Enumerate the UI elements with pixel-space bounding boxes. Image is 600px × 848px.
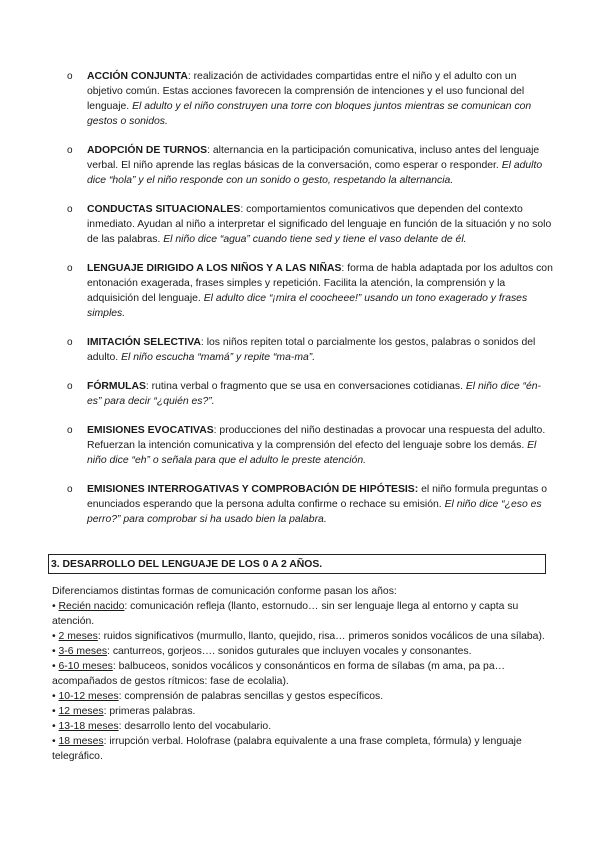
stage-desc: : irrupción verbal. Holofrase (palabra equivalente a una frase completa, fórmula) y lenguaje telegráfico. — [52, 736, 522, 762]
bullet-icon: o — [67, 425, 73, 436]
stage-desc: : primeras palabras. — [103, 706, 196, 717]
bullet-icon: o — [67, 145, 73, 156]
term-item — [0, 423, 600, 468]
stage-item: • 6-10 meses: balbuceos, sonidos vocálicos y consonánticos en forma de sílabas (m ama, pa pa… acompañados de gestos rítmicos: fase de ecolalia). — [52, 661, 505, 687]
term-title: ACCIÓN CONJUNTA — [87, 71, 188, 82]
term-text: : realización de actividades compartidas entre el niño y el adulto con un objetivo común. Estas acciones favorecen la comprensión de intenciones y el uso funcional del lenguaje. — [87, 71, 525, 112]
bullet-icon: o — [67, 381, 73, 392]
term-item — [0, 482, 600, 527]
term-example: El niño escucha “mamá” y repite “ma-ma”. — [121, 352, 316, 363]
term-text: el niño formula preguntas o enunciados esperando que la persona adulta confirme o rechace su emisión. — [87, 484, 548, 510]
bullet-icon: o — [67, 263, 73, 274]
stage-desc: : comprensión de palabras sencillas y gestos específicos. — [118, 691, 384, 702]
stage-item: • 10-12 meses: comprensión de palabras sencillas y gestos específicos. — [52, 691, 384, 702]
stage-age: Recién nacido — [58, 601, 125, 612]
stage-desc: : ruidos significativos (murmullo, llanto, quejido, risa… primeros sonidos vocálicos de una sílaba). — [97, 631, 545, 642]
stage-desc: : balbuceos, sonidos vocálicos y consonánticos en forma de sílabas (m ama, pa pa… acompañados de gestos rítmicos: fase de ecolalia). — [52, 661, 505, 687]
term-example: El niño dice “agua” cuando tiene sed y tiene el vaso delante de él. — [163, 234, 467, 245]
term-title: CONDUCTAS SITUACIONALES — [87, 204, 241, 215]
bullet-icon: o — [67, 484, 73, 495]
stage-desc: : comunicación refleja (llanto, estornudo… sin ser lenguaje llega al entorno y capta su atención. — [52, 601, 519, 627]
term-item — [0, 202, 600, 247]
stage-item: • 12 meses: primeras palabras. — [52, 706, 196, 717]
stage-item: • 2 meses: ruidos significativos (murmullo, llanto, quejido, risa… primeros sonidos vocálicos de una sílaba). — [52, 631, 545, 642]
term-item — [0, 335, 600, 365]
stage-item: • Recién nacido: comunicación refleja (llanto, estornudo… sin ser lenguaje llega al entorno y capta su atención. — [52, 601, 519, 627]
term-title: FÓRMULAS — [87, 381, 146, 392]
term-item — [0, 379, 600, 409]
term-text: : forma de habla adaptada por los adultos con entonación exagerada, frases simples y repetición. Facilita la atención, la comprensión y la adquisición del lenguaje. — [87, 263, 553, 304]
stage-desc: : desarrollo lento del vocabulario. — [118, 721, 272, 732]
stage-item: • 13-18 meses: desarrollo lento del vocabulario. — [52, 721, 272, 732]
term-title: EMISIONES EVOCATIVAS — [87, 425, 214, 436]
stage-item: • 18 meses: irrupción verbal. Holofrase (palabra equivalente a una frase completa, fórmula) y lenguaje telegráfico. — [52, 736, 522, 762]
stage-age: 18 meses — [58, 736, 104, 747]
term-text: : los niños repiten total o parcialmente los gestos, palabras o sonidos del adulto. — [87, 337, 536, 363]
term-example: El niño dice “¿eso es perro?” para comprobar si ha usado bien la palabra. — [87, 499, 542, 525]
term-title: LENGUAJE DIRIGIDO A LOS NIÑOS Y A LAS NIÑAS — [87, 263, 342, 274]
term-item — [0, 143, 600, 188]
term-item — [0, 69, 600, 129]
term-example: El niño dice “eh” o señala para que el adulto le preste atención. — [87, 440, 537, 466]
term-list — [0, 69, 600, 527]
section-body — [52, 584, 552, 764]
term-title: IMITACIÓN SELECTIVA — [87, 337, 201, 348]
term-example: El niño dice “én-es” para decir “¿quién es?”. — [87, 381, 541, 407]
term-title: ADOPCIÓN DE TURNOS — [87, 145, 208, 156]
stage-age: 2 meses — [58, 631, 98, 642]
section-intro: Diferenciamos distintas formas de comunicación conforme pasan los años: — [52, 586, 397, 597]
bullet-icon: o — [67, 337, 73, 348]
term-text: : alternancia en la participación comunicativa, incluso antes del lenguaje verbal. El niño aprende las reglas básicas de la conversación, como esperar o responder. — [87, 145, 540, 171]
stage-item: • 3-6 meses: canturreos, gorjeos…. sonidos guturales que incluyen vocales y consonantes. — [52, 646, 472, 657]
stage-age: 12 meses — [58, 706, 104, 717]
bullet-icon: o — [67, 71, 73, 82]
stage-age: 3-6 meses — [58, 646, 108, 657]
stage-age: 6-10 meses — [58, 661, 113, 672]
stage-age: 13-18 meses — [58, 721, 119, 732]
term-example: El adulto dice “hola” y el niño responde con un sonido o gesto, respetando la alternancia. — [87, 160, 543, 186]
bullet-icon: o — [67, 204, 73, 215]
term-text: : rutina verbal o fragmento que se usa en conversaciones cotidianas. — [145, 381, 466, 392]
term-text: : producciones del niño destinadas a provocar una respuesta del adulto. Refuerzan la intención comunicativa y la comprensión del efecto del lenguaje sobre los demás. — [87, 425, 546, 451]
term-text: : comportamientos comunicativos que dependen del contexto inmediato. Ayudan al niño a interpretar el significado del lenguaje en función de la situación y no solo de las palabras. — [87, 204, 552, 245]
stage-desc: : canturreos, gorjeos…. sonidos guturales que incluyen vocales y consonantes. — [107, 646, 472, 657]
stage-age: 10-12 meses — [58, 691, 119, 702]
term-title: EMISIONES INTERROGATIVAS Y COMPROBACIÓN DE HIPÓTESIS: — [87, 484, 419, 495]
term-example: El adulto dice “¡mira el coocheee!” usando un tono exagerado y frases simples. — [87, 293, 528, 319]
term-item — [0, 261, 600, 321]
term-example: El adulto y el niño construyen una torre con bloques juntos mientras se comunican con gestos o sonidos. — [87, 101, 532, 127]
section-heading: 3. DESARROLLO DEL LENGUAJE DE LOS 0 A 2 AÑOS. — [48, 554, 546, 574]
